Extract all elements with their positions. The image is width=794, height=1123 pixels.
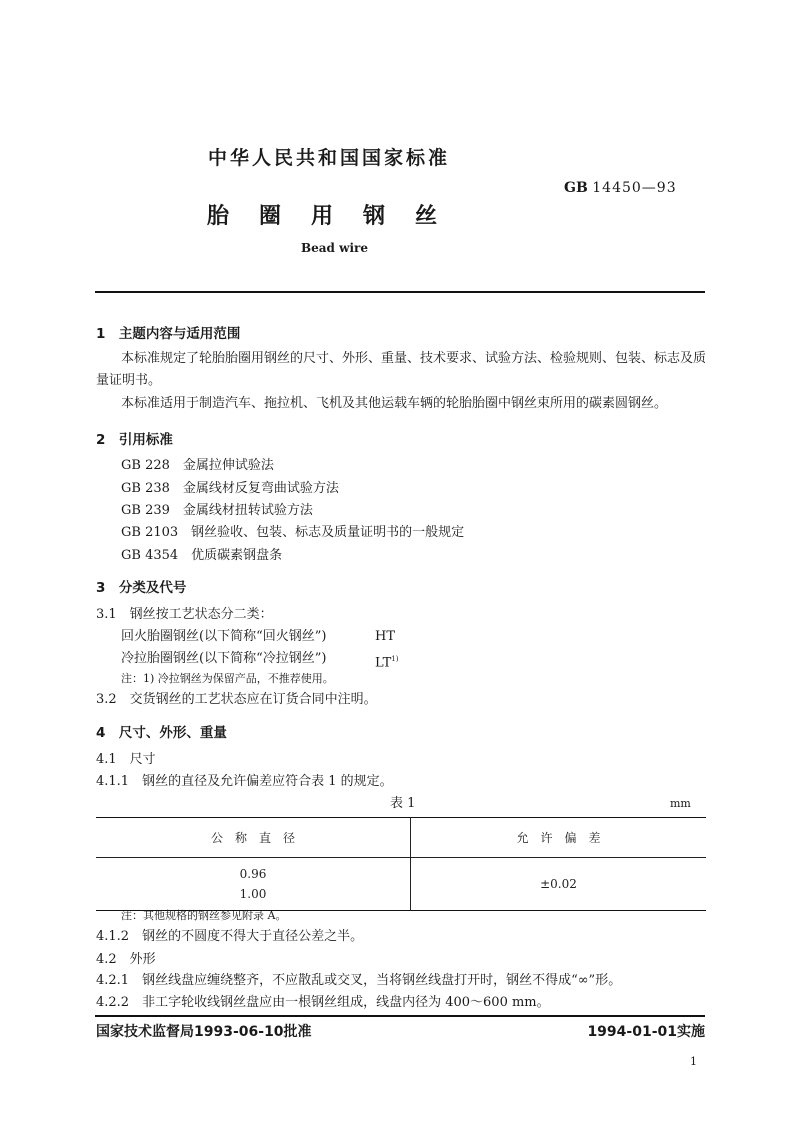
diameter-value: 0.96	[239, 867, 267, 881]
reference-gb238: GB 238 金属线材反复弯曲试验方法	[121, 481, 339, 496]
effective-date: 1994-01-01实施	[587, 1024, 705, 1040]
section-1-para1-line2: 量证明书。	[96, 373, 162, 388]
header-nominal-diameter: 公 称 直 径	[96, 818, 411, 858]
table-note: 注：其他规格的钢丝参见附录 A。	[121, 909, 287, 922]
diameter-cell	[96, 858, 411, 911]
tolerance-cell: ±0.02	[540, 877, 577, 891]
class-ht-code: HT	[375, 629, 396, 644]
footnote-ref: 1)	[391, 655, 399, 663]
reference-gb228: GB 228 金属拉伸试验法	[121, 458, 274, 473]
footer-divider	[95, 1015, 705, 1017]
standard-code: 14450—93	[592, 180, 677, 196]
clause-4-1-2: 4.1.2 钢丝的不圆度不得大于直径公差之半。	[96, 929, 364, 944]
class-lt-code-text: LT	[375, 655, 392, 671]
section-3-heading: 3 分类及代号	[96, 580, 187, 596]
doc-title: 胎 圈 用 钢 丝	[207, 204, 442, 229]
clause-3-1: 3.1 钢丝按工艺状态分二类：	[96, 607, 273, 622]
table-header-row	[96, 818, 706, 858]
reference-gb239: GB 239 金属线材扭转试验方法	[121, 503, 313, 518]
section-4-heading: 4 尺寸、外形、重量	[96, 725, 227, 741]
standard-prefix: GB	[564, 180, 588, 196]
reference-gb4354: GB 4354 优质碳素钢盘条	[121, 548, 283, 563]
table-caption: 表 1	[390, 796, 416, 811]
approval-line: 国家技术监督局1993-06-10批准	[96, 1024, 312, 1040]
section-1-para1-line1: 本标准规定了轮胎胎圈用钢丝的尺寸、外形、重量、技术要求、试验方法、检验规则、包装、标志及质	[121, 351, 707, 366]
class-lt-code	[375, 649, 398, 673]
english-title: Bead wire	[301, 241, 368, 255]
clause-4-1: 4.1 尺寸	[96, 752, 156, 767]
standard-number	[564, 180, 677, 196]
org-title: 中华人民共和国国家标准	[208, 147, 451, 169]
table-unit: mm	[670, 797, 691, 810]
section-1-heading: 1 主题内容与适用范围	[96, 326, 241, 342]
section-2-heading: 2 引用标准	[96, 432, 173, 448]
clause-4-2-2: 4.2.2 非工字轮收线钢丝盘应由一根钢丝组成，线盘内径为 400～600 mm。	[96, 995, 550, 1010]
clause-3-2: 3.2 交货钢丝的工艺状态应在订货合同中注明。	[96, 692, 377, 707]
footnote-3: 注：1) 冷拉钢丝为保留产品，不推荐使用。	[121, 672, 334, 685]
clause-4-1-1: 4.1.1 钢丝的直径及允许偏差应符合表 1 的规定。	[96, 774, 393, 789]
class-ht-label: 回火胎圈钢丝(以下简称“回火钢丝”)	[121, 629, 327, 644]
header-divider	[95, 291, 705, 293]
reference-gb2103: GB 2103 钢丝验收、包装、标志及质量证明书的一般规定	[121, 525, 465, 540]
table-row	[96, 858, 706, 911]
table-1	[96, 817, 706, 911]
diameter-value: 1.00	[239, 887, 267, 901]
clause-4-2: 4.2 外形	[96, 952, 156, 967]
class-lt-label: 冷拉胎圈钢丝(以下简称“冷拉钢丝”)	[121, 651, 327, 666]
header-tolerance: 允 许 偏 差	[516, 831, 601, 845]
clause-4-2-1: 4.2.1 钢丝线盘应缠绕整齐，不应散乱或交叉，当将钢丝线盘打开时，钢丝不得成“∞”形。	[96, 973, 622, 988]
section-1-para2: 本标准适用于制造汽车、拖拉机、飞机及其他运载车辆的轮胎胎圈中钢丝束所用的碳素圆钢丝。	[121, 396, 668, 411]
page-number: 1	[690, 1055, 697, 1068]
